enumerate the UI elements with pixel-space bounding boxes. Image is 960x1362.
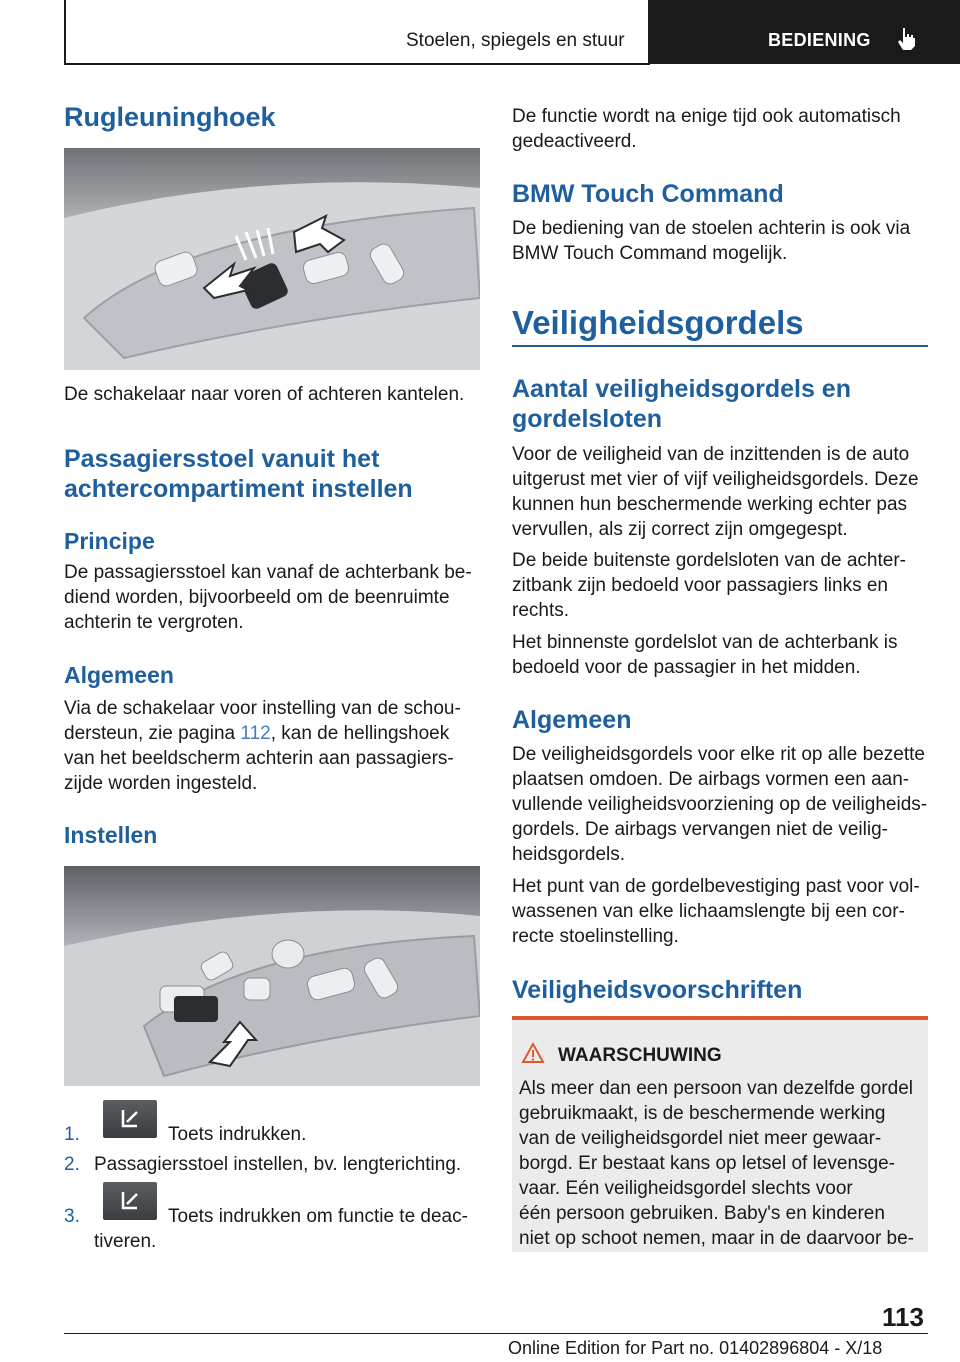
chapter-tab-label: BEDIENING <box>768 30 871 50</box>
algemeen-line: vullende veiligheidsvoorziening op de veiligheids- <box>512 794 928 815</box>
hand-pointer-icon <box>894 26 920 57</box>
header-rule-bottom <box>64 63 650 65</box>
principe-paragraph <box>64 560 472 635</box>
step-2-text: Passagiersstoel instellen, bv. lengterichting. <box>94 1154 462 1175</box>
aantal-line: De beide buitenste gordelsloten van de achter- <box>512 550 906 571</box>
touch-paragraph <box>512 216 910 266</box>
heading-aantal-line1: Aantal veiligheidsgordels en <box>512 375 851 403</box>
warning-triangle-icon <box>521 1042 545 1069</box>
warning-paragraph <box>519 1076 914 1251</box>
heading-passagiersstoel-line1: Passagiersstoel vanuit het <box>64 445 380 473</box>
section-title: Stoelen, spiegels en stuur <box>406 30 625 51</box>
warning-line: niet op schoot nemen, maar in de daarvoor be- <box>519 1228 915 1249</box>
algemeen-paragraph-left <box>64 696 461 796</box>
touch-line: De bediening van de stoelen achterin is ook via <box>512 218 911 239</box>
algemeen-line: Het punt van de gordelbevestiging past voor vol- <box>512 876 920 897</box>
aantal-line: bedoeld voor de passagier in het midden. <box>512 657 861 678</box>
caption-tilt: De schakelaar naar voren of achteren kantelen. <box>64 384 465 405</box>
seat-switch-photo <box>64 148 480 370</box>
algemeen-line: plaatsen omdoen. De airbags vormen een aan- <box>512 769 910 790</box>
aantal-paragraph-3 <box>512 630 898 680</box>
heading-rule <box>512 345 928 347</box>
algemeen-line: Via de schakelaar voor instelling van de schou- <box>64 698 461 719</box>
aantal-line: kunnen hun beschermende werking echter pas <box>512 494 908 515</box>
algemeen-line: De veiligheidsgordels voor elke rit op alle bezette <box>512 744 925 765</box>
heading-passagiersstoel <box>64 444 413 504</box>
edition-text: Online Edition for Part no. 01402896804 - X/18 <box>508 1338 883 1358</box>
aantal-line: Het binnenste gordelslot van de achterbank is <box>512 632 898 653</box>
warning-line: één persoon gebruiken. Baby's en kinderen <box>519 1203 885 1224</box>
seat-button-icon <box>103 1100 157 1138</box>
header-rule-left <box>64 0 66 64</box>
algemeen-line: gordels. De airbags vervangen niet de veilig- <box>512 819 888 840</box>
heading-veiligheidsvoorschriften: Veiligheidsvoorschriften <box>512 976 803 1004</box>
intro-paragraph <box>512 104 901 154</box>
algemeen-paragraph-right-1 <box>512 742 927 867</box>
algemeen-text: dersteun, zie pagina <box>64 723 241 744</box>
algemeen-line: zijde worden ingesteld. <box>64 773 258 794</box>
heading-passagiersstoel-line2: achtercompartiment instellen <box>64 475 413 503</box>
warning-line: Als meer dan een persoon van dezelfde gordel <box>519 1078 913 1099</box>
heading-rugleuninghoek: Rugleuninghoek <box>64 102 276 132</box>
intro-line: De functie wordt na enige tijd ook automatisch <box>512 106 901 127</box>
page-number: 113 <box>882 1302 924 1332</box>
heading-bmw-touch-command: BMW Touch Command <box>512 180 784 208</box>
heading-algemeen-right: Algemeen <box>512 706 632 734</box>
principe-line: diend worden, bijvoorbeeld om de beenruimte <box>64 587 450 608</box>
heading-veiligheidsgordels: Veiligheidsgordels <box>512 304 804 341</box>
footer-rule <box>64 1333 928 1334</box>
step-1-number: 1. <box>64 1124 80 1145</box>
intro-line: gedeactiveerd. <box>512 131 637 152</box>
principe-line: De passagiersstoel kan vanaf de achterbank be- <box>64 562 472 583</box>
aantal-line: Voor de veiligheid van de inzittenden is de auto <box>512 444 910 465</box>
step-3-text: Toets indrukken om functie te deac- <box>168 1206 468 1227</box>
algemeen-line-with-link <box>64 721 461 746</box>
warning-line: borgd. Er bestaat kans op letsel of levensge- <box>519 1153 896 1174</box>
aantal-paragraph-2 <box>512 548 906 623</box>
seat-controls-photo <box>64 866 480 1086</box>
heading-instellen: Instellen <box>64 822 158 848</box>
algemeen-line: heidsgordels. <box>512 844 626 865</box>
touch-line: BMW Touch Command mogelijk. <box>512 243 788 264</box>
heading-principe: Principe <box>64 528 155 554</box>
page-link-112[interactable]: 112 <box>240 723 271 744</box>
heading-aantal <box>512 374 851 434</box>
seat-button-icon <box>103 1182 157 1220</box>
algemeen-line: van het beeldscherm achterin aan passagiers- <box>64 748 454 769</box>
algemeen-text: , kan de hellingshoek <box>270 723 450 744</box>
algemeen-paragraph-right-2 <box>512 874 920 949</box>
step-2-number: 2. <box>64 1154 80 1175</box>
aantal-line: rechts. <box>512 600 570 621</box>
warning-line: gebruikmaakt, is de beschermende werking <box>519 1103 886 1124</box>
warning-line: van de veiligheidsgordel niet meer gewaar- <box>519 1128 882 1149</box>
heading-algemeen-left: Algemeen <box>64 662 174 688</box>
algemeen-line: recte stoelinstelling. <box>512 926 679 947</box>
algemeen-line: wassenen van elke lichaamslengte bij een cor- <box>512 901 905 922</box>
warning-title: WAARSCHUWING <box>558 1045 722 1066</box>
aantal-line: zitbank zijn bedoeld voor passagiers links en <box>512 575 888 596</box>
heading-aantal-line2: gordelsloten <box>512 405 663 433</box>
step-3-text-cont: tiveren. <box>94 1231 157 1252</box>
step-1-text: Toets indrukken. <box>168 1124 307 1145</box>
step-3-number: 3. <box>64 1206 80 1227</box>
principe-line: achterin te vergroten. <box>64 612 244 633</box>
aantal-line: uitgerust met vier of vijf veiligheidsgordels. Deze <box>512 469 919 490</box>
warning-line: vaar. Eén veiligheidsgordel slechts voor <box>519 1178 853 1199</box>
aantal-line: vervullen, als zij correct zijn omgegespt. <box>512 519 848 540</box>
aantal-paragraph-1 <box>512 442 919 542</box>
